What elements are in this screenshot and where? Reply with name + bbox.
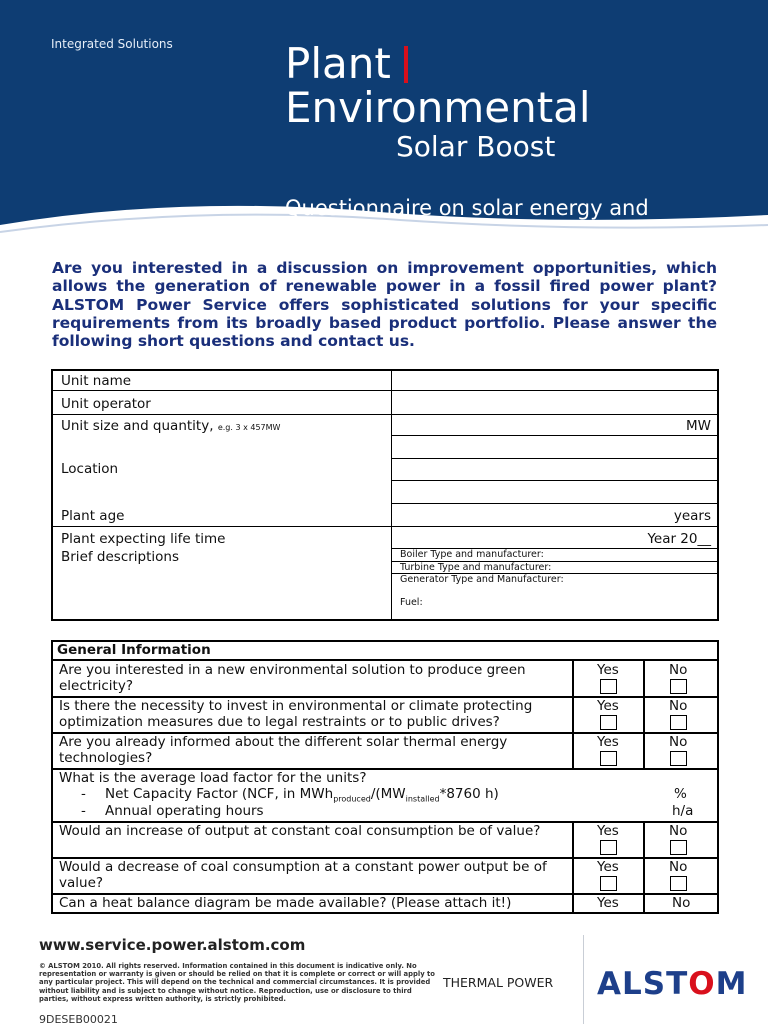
ncf-sub-installed: installed [405,794,440,804]
subtitle-solar-boost: Solar Boost [396,130,556,163]
yes-checkbox[interactable] [600,679,617,694]
operating-hours-line: Annual operating hours [105,803,264,819]
general-info-header: General Information [57,642,211,658]
intro-paragraph: Are you interested in a discussion on improvement opportunities, which allows the generation of renewable power in a fossil fired power plant? ALSTOM Power Service offers sophisticated solutions for your specific requirements from its broadly based product portfolio. Please answer the following short questions and contact us. [52,259,717,351]
no-label: No [669,734,688,750]
unit-name-label: Unit name [61,373,132,389]
no-checkbox[interactable] [670,715,687,730]
no-checkbox[interactable] [670,840,687,855]
question-invest-necessity: Is there the necessity to invest in environmental or climate protecting optimization measures due to legal restraints or to public drives? [59,698,533,730]
brand-tagline: Integrated Solutions [51,37,173,51]
website-link[interactable]: www.service.power.alstom.com [39,936,306,954]
ncf-text-b: /(MW [370,786,406,802]
location-label: Location [61,461,119,477]
ncf-sub-produced: produced [333,794,371,804]
hours-per-year-unit: h/a [672,803,694,819]
no-label: No [669,662,688,678]
yes-label: Yes [597,734,619,750]
bullet-dash: - [81,786,86,802]
logo-part-b: M [715,966,748,1002]
title-environmental: Environmental [285,83,591,132]
no-label: No [669,859,688,875]
question-solar-informed: Are you already informed about the different solar thermal energy technologies? [59,734,508,766]
no-label: No [672,895,691,911]
yes-checkbox[interactable] [600,840,617,855]
bullet-dash: - [81,803,86,819]
no-checkbox[interactable] [670,751,687,766]
title-plant: Plant [285,39,391,88]
column-divider [572,659,574,769]
thermal-power-label: THERMAL POWER [443,975,554,990]
row-divider [391,503,717,504]
question-load-factor: What is the average load factor for the units? [59,770,367,786]
generator-field: Generator Type and Manufacturer: [400,574,564,585]
row-divider [391,435,717,436]
unit-info-table [51,369,719,621]
logo-part-a: ALST [597,966,689,1002]
alstom-logo [597,966,747,1002]
life-time-label: Plant expecting life time [61,531,226,547]
question-heat-balance: Can a heat balance diagram be made available? (Please attach it!) [59,895,512,911]
document-reference: 9DESEB00021 [39,1013,118,1024]
ncf-text-c: *8760 h) [439,786,499,802]
questionnaire-heading [285,195,649,221]
unit-size-mw: MW [686,418,711,434]
question-green-electricity: Are you interested in a new environmental solution to produce green electricity? [59,662,526,694]
no-checkbox[interactable] [670,876,687,891]
plant-age-label: Plant age [61,508,125,524]
fuel-field: Fuel: [400,597,423,608]
yes-checkbox[interactable] [600,876,617,891]
general-info-table [51,640,719,914]
legal-notice: © ALSTOM 2010. All rights reserved. Information contained in this document is indicative only. No representation or warranty is given or should be relied on that it is complete or correct or will apply to any particular project. This will depend on the technical and commercial circumstances. It is provided without liability and is subject to change without notice. Reproduction, use or disclosure to third parties, without express written authority, is strictly prohibited. [39,962,435,1003]
questionnaire-word: Questionnaire [285,196,433,220]
yes-label: Yes [597,859,619,875]
column-divider [572,821,574,912]
footer-separator [583,935,584,1024]
yes-checkbox[interactable] [600,751,617,766]
no-checkbox[interactable] [670,679,687,694]
row-divider [391,458,717,459]
unit-size-text: Unit size and quantity, [61,418,214,434]
yes-label: Yes [597,698,619,714]
row-divider [53,390,717,391]
row-divider [53,414,717,415]
row-divider [53,659,717,661]
ncf-text-a: Net Capacity Factor (NCF, in MWh [105,786,334,802]
title-red-bar [404,46,408,83]
header-band [0,0,768,238]
column-divider [391,371,392,619]
row-divider [391,619,717,620]
yes-label: Yes [597,823,619,839]
row-divider [53,526,717,527]
unit-operator-label: Unit operator [61,396,151,412]
percent-unit: % [674,786,687,802]
logo-o: O [688,966,716,1002]
brief-descriptions-label: Brief descriptions [61,549,180,565]
questionnaire-rest: on solar energy and [432,196,649,220]
plant-age-years: years [673,508,711,524]
no-label: No [669,823,688,839]
question-output-increase: Would an increase of output at constant coal consumption be of value? [59,823,541,839]
column-divider [643,659,645,769]
question-coal-decrease: Would a decrease of coal consumption at a constant power output be of value? [59,859,547,891]
no-label: No [669,698,688,714]
column-divider [643,821,645,912]
unit-size-example: e.g. 3 x 457MW [217,423,281,432]
row-divider [391,480,717,481]
yes-checkbox[interactable] [600,715,617,730]
turbine-field: Turbine Type and manufacturer: [400,562,552,573]
unit-size-label [61,418,280,434]
boiler-field: Boiler Type and manufacturer: [400,549,544,560]
yes-label: Yes [597,662,619,678]
yes-label: Yes [597,895,619,911]
life-time-year: Year 20__ [647,531,711,547]
